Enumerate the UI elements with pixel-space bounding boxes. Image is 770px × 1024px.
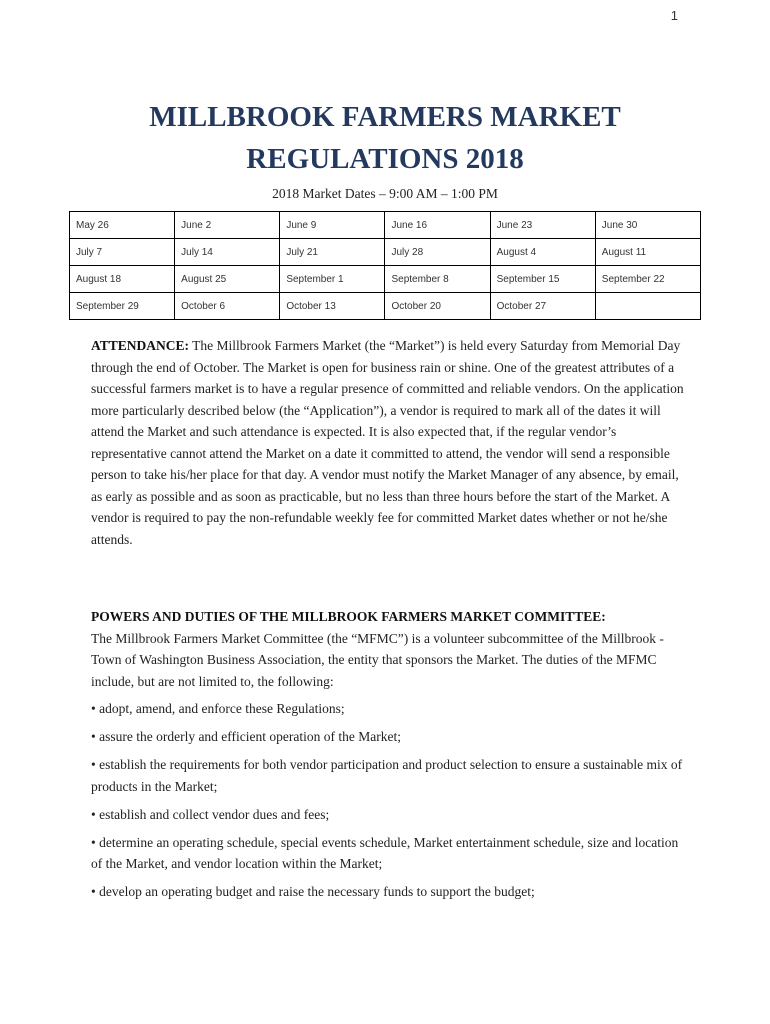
table-cell: September 22 <box>595 266 700 293</box>
table-cell-empty <box>595 293 700 320</box>
table-cell: July 21 <box>280 239 385 266</box>
table-cell: August 18 <box>70 266 175 293</box>
table-cell: August 11 <box>595 239 700 266</box>
duties-bullet-list <box>91 698 691 909</box>
table-cell: June 16 <box>385 212 490 239</box>
powers-text: The Millbrook Farmers Market Committee (the “MFMC”) is a volunteer subcommittee of the Millbrook - Town of Washington Business Association, the entity that sponsors the Market. The duties of the MFMC include, but are not limited to, the following: <box>91 630 664 689</box>
attendance-paragraph <box>91 335 691 550</box>
table-cell: October 27 <box>490 293 595 320</box>
list-item: • develop an operating budget and raise the necessary funds to support the budget; <box>91 884 535 899</box>
table-cell: June 2 <box>175 212 280 239</box>
table-row <box>70 293 701 320</box>
table-cell: May 26 <box>70 212 175 239</box>
table-cell: September 15 <box>490 266 595 293</box>
table-row <box>70 266 701 293</box>
table-cell: July 14 <box>175 239 280 266</box>
table-cell: June 9 <box>280 212 385 239</box>
attendance-text: The Millbrook Farmers Market (the “Market”) is held every Saturday from Memorial Day through the end of October. The Market is open for business rain or shine. One of the greatest attributes of a successful farmers market is to have a regular presence of committed and reliable vendors. On the application more particularly described below (the “Application”), a vendor is required to mark all of the dates it will attend the Market and such attendance is expected. It is also expected that, if the regular vendor’s representative cannot attend the Market on a date it committed to attend, the vendor will send a responsible person to take his/her place for that day. A vendor must notify the Market Manager of any absence, by email, as early as possible and as soon as practicable, but no less than three hours before the start of the Market. A vendor is required to pay the non-refundable weekly fee for committed Market dates whether or not he/she attends. <box>91 338 684 547</box>
table-cell: September 29 <box>70 293 175 320</box>
title-line-1: MILLBROOK FARMERS MARKET <box>149 101 621 133</box>
table-cell: September 1 <box>280 266 385 293</box>
list-item: • adopt, amend, and enforce these Regulations; <box>91 701 345 716</box>
page-number: 1 <box>670 8 678 23</box>
table-cell: June 23 <box>490 212 595 239</box>
powers-heading: POWERS AND DUTIES OF THE MILLBROOK FARMERS MARKET COMMITTEE: <box>91 609 606 624</box>
list-item: • establish the requirements for both vendor participation and product selection to ensure a sustainable mix of products in the Market; <box>91 757 683 794</box>
table-cell: July 28 <box>385 239 490 266</box>
list-item: • assure the orderly and efficient operation of the Market; <box>91 729 401 744</box>
table-row <box>70 239 701 266</box>
table-cell: October 20 <box>385 293 490 320</box>
attendance-section <box>91 335 691 550</box>
document-title <box>0 96 770 180</box>
table-cell: October 13 <box>280 293 385 320</box>
market-dates-subtitle: 2018 Market Dates – 9:00 AM – 1:00 PM <box>272 186 498 201</box>
table-cell: August 4 <box>490 239 595 266</box>
table-cell: July 7 <box>70 239 175 266</box>
table-cell: October 6 <box>175 293 280 320</box>
table-cell: August 25 <box>175 266 280 293</box>
powers-section <box>91 606 691 692</box>
market-dates-table <box>69 211 701 320</box>
table-row <box>70 212 701 239</box>
title-line-2: REGULATIONS 2018 <box>246 143 524 175</box>
table-cell: September 8 <box>385 266 490 293</box>
table-cell: June 30 <box>595 212 700 239</box>
list-item: • establish and collect vendor dues and fees; <box>91 806 330 822</box>
attendance-heading: ATTENDANCE: <box>91 338 190 353</box>
list-item: • determine an operating schedule, special events schedule, Market entertainment schedule, size and location of the Market, and vendor location within the Market; <box>91 834 679 871</box>
powers-heading-paragraph <box>91 606 691 628</box>
